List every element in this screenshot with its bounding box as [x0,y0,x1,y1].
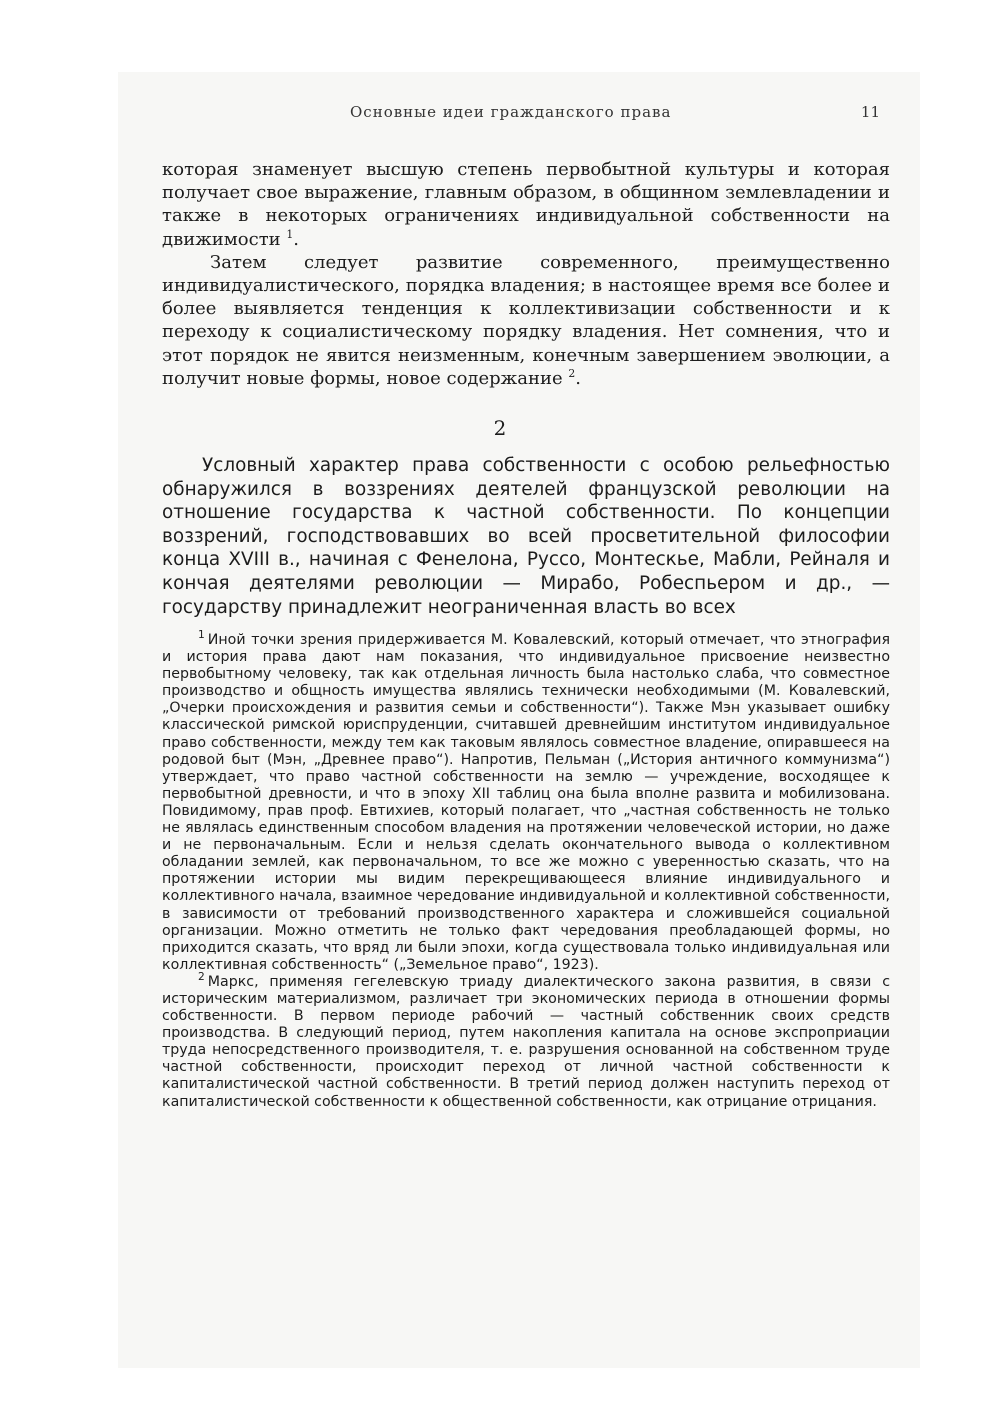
intro-text [162,158,890,390]
footnote-ref-2: 2 [568,366,576,380]
section-paragraph: Условный характер права собственности с особою рельефностью обнаружился в воззрениях деятелей французской революции на отношение государства к частной собственности. По концепции воззрений, господствовавших во всей просветительной философии конца XVIII в., начиная с Фенелона, Руссо, Монтескье, Мабли, Рейналя и кончая деятелями революции — Мирабо, Робеспьером и др., — государству принадлежит неограниченная власть во всех [162,455,890,618]
page-number: 11 [860,103,880,121]
footnote-mark-1: 1 [198,628,205,642]
footnotes [162,628,890,1111]
intro-paragraph-2: Затем следует развитие современного, преимущественно индивидуалистического, порядка владения; в настоящее время все более и более выявляется тенденция к коллективизации собственности и к переходу к социалистическому порядку владения. Нет сомнения, что и этот порядок не явится неизменным, конечным завершением эволюции, а получит новые формы, новое содержание $^2$. [162,251,890,389]
section-number: 2 [493,416,507,440]
footnote-1 [162,628,890,974]
footnote-ref-1: 1 [286,227,294,241]
section-text [162,454,890,619]
footnote-mark-2: 2 [198,970,205,984]
footnote-text-2: Маркс, применяя гегелевскую триаду диалектического закона развития, в связи с историческим материализмом, различает три экономических периода в отношении формы собственности. В первом периоде рабочий — частный собственник своих средств производства. В следующий период, путем накопления капитала на основе экспроприации труда непосредственного производителя, т. е. разрушения основанной на собственном труде частной собственности, происходит переход от личной частной собственности к капиталистической частной собственности. В третий период должен наступить переход от капиталистической собственности к общественной собственности, как отрицание отрицания. [162,973,890,1110]
footnote-text-1: Иной точки зрения придерживается М. Ковалевский, который отмечает, что этнография и история права дают нам показания, что индивидуальное присвоение неизвестно первобытному человеку, так как отдельная личность была настолько слаба, что совместное производство и общность имущества являлись технически необходимыми (М. Ковалевский, „Очерки происхождения и развития семьи и собственности“). Также Мэн указывает ошибку классической римской юриспруденции, считавшей древнейшим институтом индивидуальное право собственности, между тем как таковым являлось совместное владение, опиравшееся на родовой быт (Мэн, „Древнее право“). Напротив, Пельман („История античного коммунизма“) утверждает, что право частной собственности на землю — учреждение, восходящее к первобытной древности, и что в эпоху XII таблиц она была вполне развита и мобилизована. Повидимому, прав проф. Евтихиев, который полагает, что „частная собственность не только не являлась единственным способом владения на протяжении человеческой истории, но даже и не первоначальным. Если и нельзя сделать окончательного вывода о коллективном обладании землей, как первоначальном, то все же можно с уверенностью сказать, что на протяжении истории мы видим перекрещивающееся влияние индивидуального и коллективного начала, взаимное чередование индивидуальной и коллективной собственности, в зависимости от требований производственного характера и сложившейся социальной организации. Можно отметить не только факт чередования преобладающей формы, но приходится сказать, что вряд ли были эпохи, когда существовала только индивидуальная или коллективная собственность“ („Земельное право“, 1923). [162,632,890,973]
running-header [160,100,890,130]
intro-paragraph-1: которая знаменует высшую степень первобытной культуры и которая получает свое выражение, главным образом, в общинном землевладении и также в некоторых ограничениях индивидуальной собственности на движимости $^1$. [162,159,890,250]
running-title: Основные идеи гражданского права [350,103,672,121]
footnote-2 [162,970,890,1111]
